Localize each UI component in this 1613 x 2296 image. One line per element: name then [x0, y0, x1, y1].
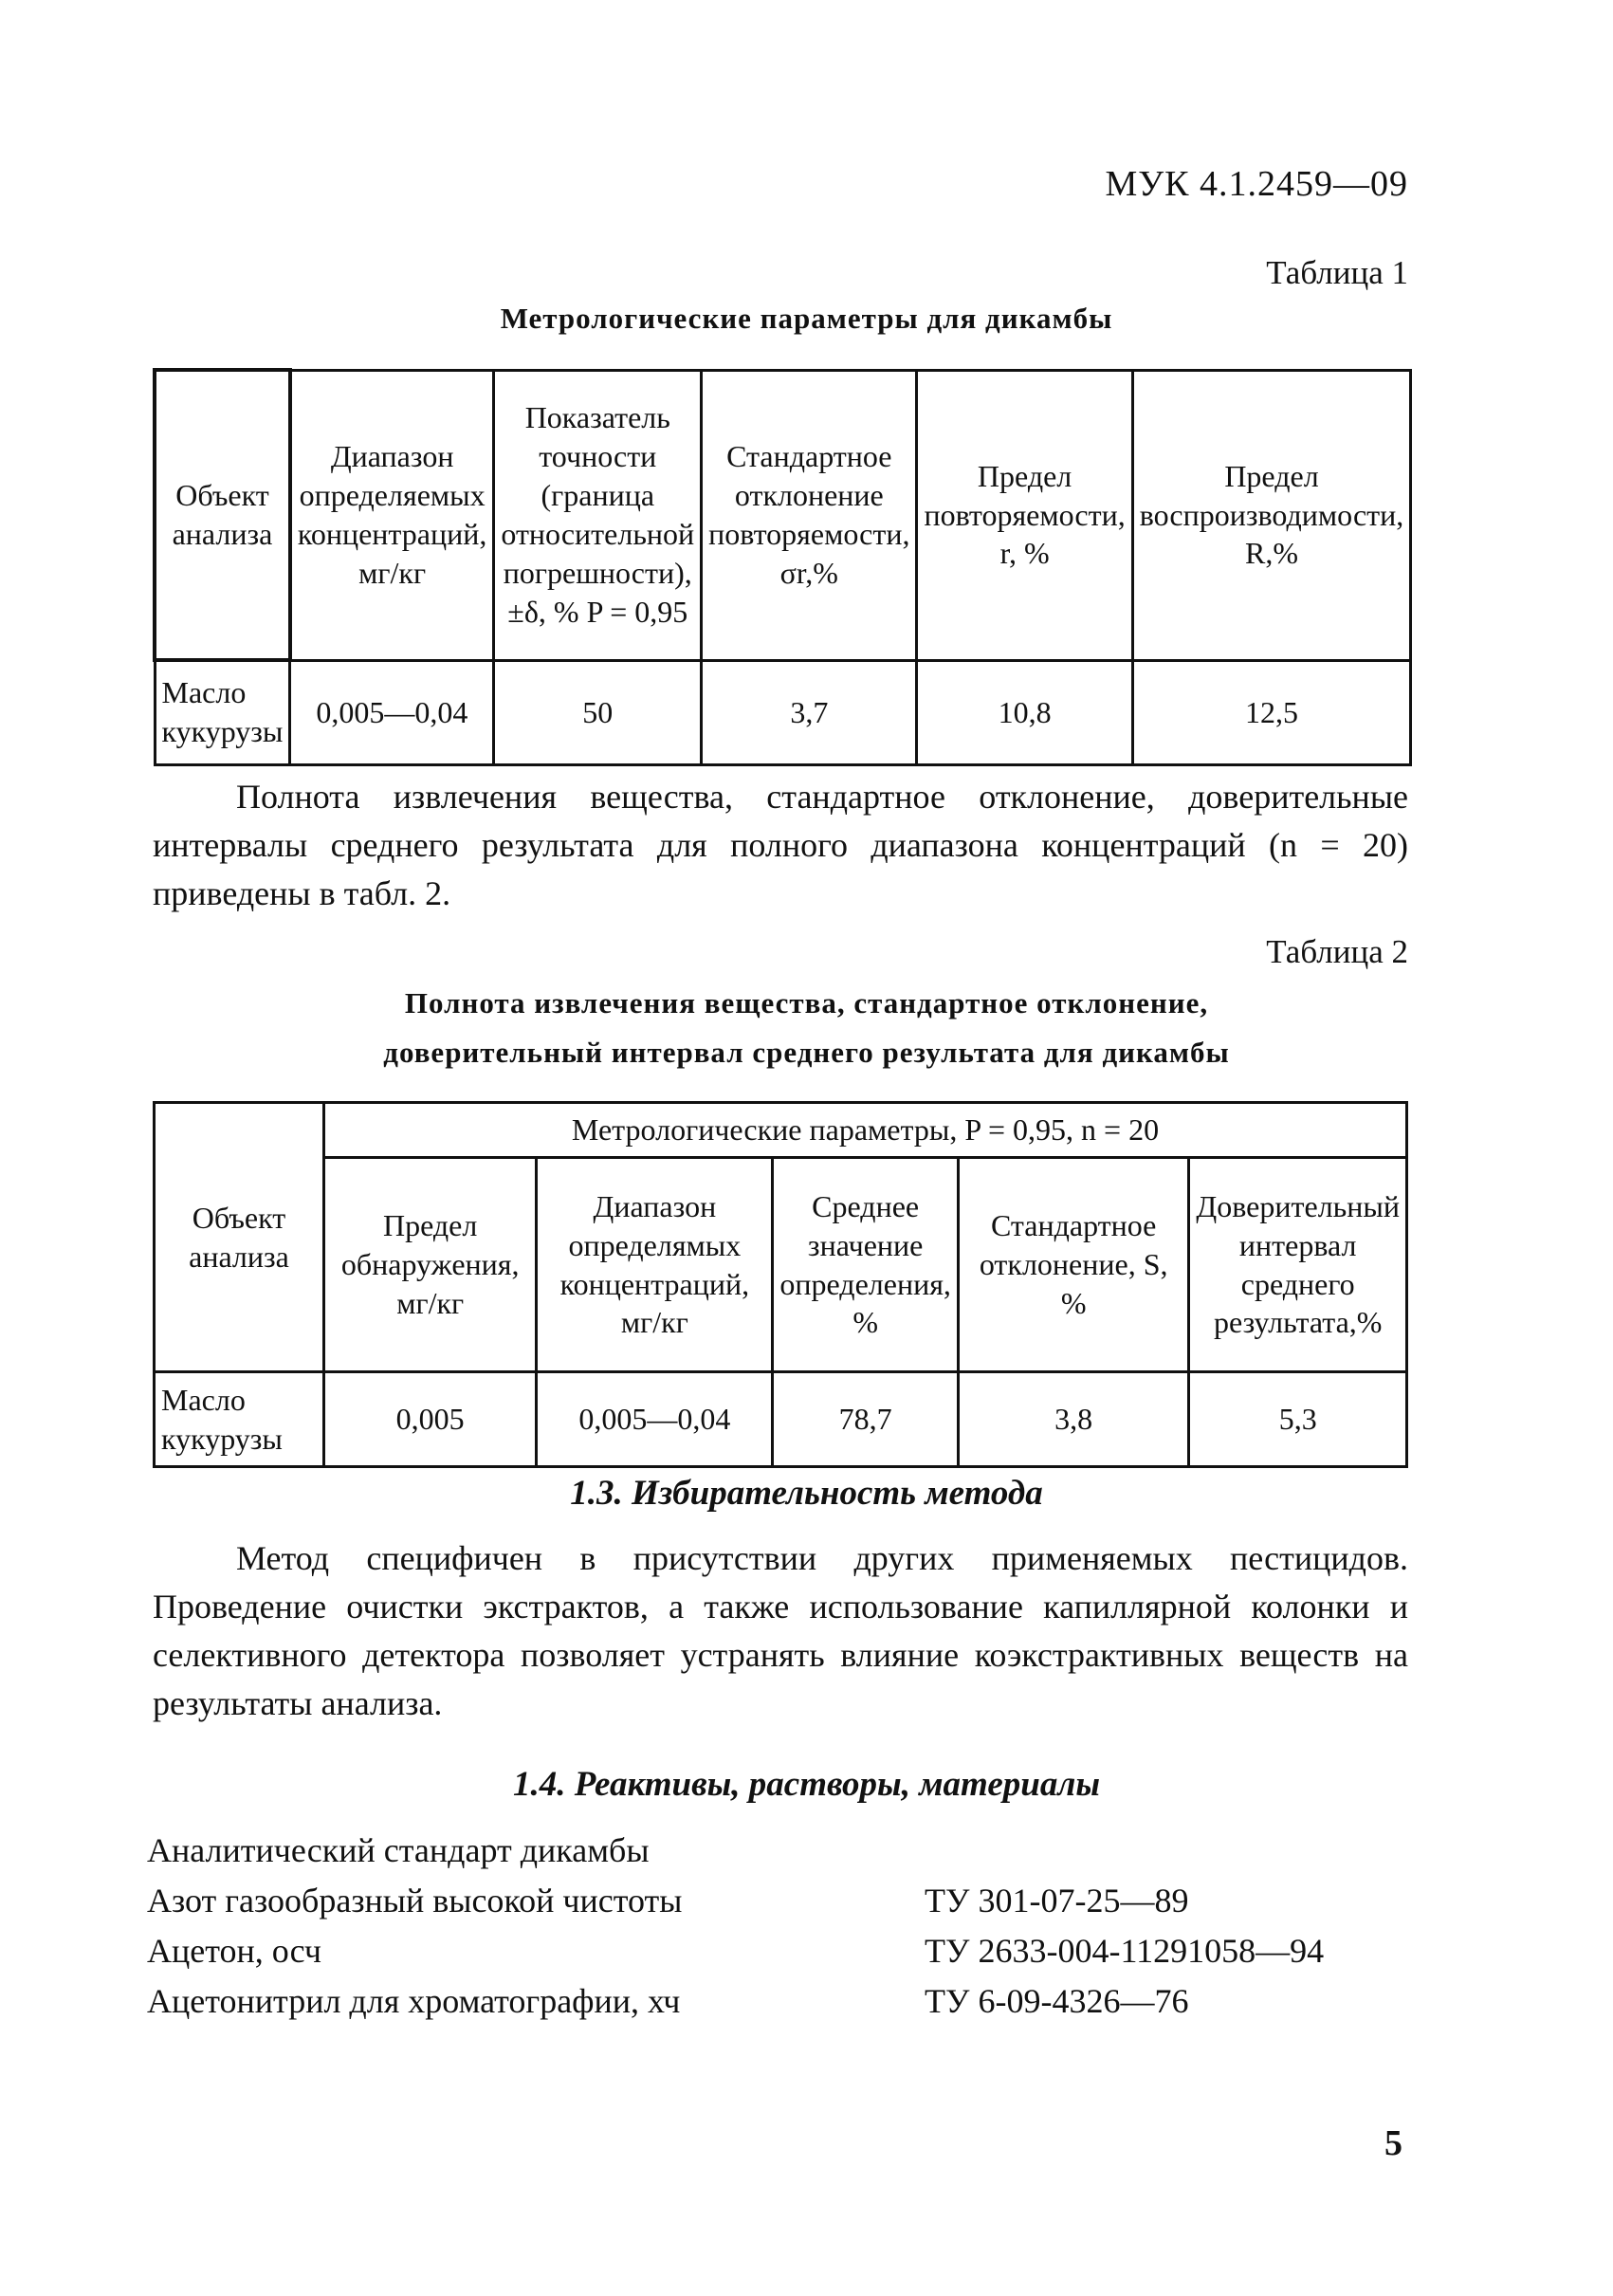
- table-1-title: Метрологические параметры для дикамбы: [500, 302, 1113, 335]
- reagents-list: [147, 1826, 1413, 2027]
- t2-header-object: Объект анализа: [155, 1103, 324, 1372]
- section-1-3-text: Метод специфичен в присутствии других применяемых пестицидов. Проведение очистки экстрактов, а также использование капиллярной колонки и селективного детектора позволяет устранять влияние коэкстрактивных веществ на результаты анализа.: [153, 1539, 1408, 1722]
- t2-header-mean: Среднее значение определения, %: [773, 1158, 959, 1372]
- list-item: [147, 1976, 1413, 2027]
- page-number: 5: [1384, 2123, 1402, 2163]
- t1-header-repeatability: Предел повторяемости, r, %: [917, 370, 1132, 660]
- t1-header-range: Диапазон определяемых концентраций, мг/кг: [290, 370, 494, 660]
- t2-cell-object: Масло кукурузы: [155, 1372, 324, 1467]
- t2-cell-range: 0,005—0,04: [537, 1372, 773, 1467]
- reagent-spec: ТУ 301-07-25—89: [925, 1882, 1189, 1919]
- t1-cell-range: 0,005—0,04: [290, 660, 494, 764]
- t1-header-std-dev: Стандартное отклонение повторяемости, σr,%: [702, 370, 917, 660]
- t2-cell-mean: 78,7: [773, 1372, 959, 1467]
- table-2-title-line2: доверительный интервал среднего результата для дикамбы: [383, 1036, 1230, 1069]
- t2-header-detection-limit: Предел обнаружения, мг/кг: [323, 1158, 536, 1372]
- t2-header-std-dev: Стандартное отклонение, S, %: [958, 1158, 1189, 1372]
- table-row: [155, 660, 1411, 764]
- t2-header-range: Диапазон определямых концентраций, мг/кг: [537, 1158, 773, 1372]
- t2-header-confidence: Доверительный интервал среднего результата,%: [1189, 1158, 1407, 1372]
- reagent-name: Ацетон, осч: [147, 1932, 322, 1970]
- table-row: [155, 1372, 1407, 1467]
- reagent-spec: ТУ 2633-004-11291058—94: [925, 1932, 1325, 1970]
- table-2-title-line1: Полнота извлечения вещества, стандартное отклонение,: [404, 986, 1209, 1019]
- section-1-3-body: [153, 1534, 1408, 1728]
- document-code: МУК 4.1.2459—09: [1105, 164, 1408, 204]
- t1-cell-std-dev: 3,7: [702, 660, 917, 764]
- t2-cell-std-dev: 3,8: [958, 1372, 1189, 1467]
- reagent-spec: [925, 1826, 1413, 1876]
- paragraph-completeness: [153, 773, 1408, 918]
- t2-cell-confidence: 5,3: [1189, 1372, 1407, 1467]
- reagent-name: Азот газообразный высокой чистоты: [147, 1882, 683, 1919]
- t1-header-reproducibility: Предел воспроизводимости, R,%: [1132, 370, 1411, 660]
- table-2-number: Таблица 2: [1266, 933, 1408, 970]
- table-2: [153, 1101, 1408, 1468]
- list-item: [147, 1876, 1413, 1926]
- t1-cell-object: Масло кукурузы: [155, 660, 290, 764]
- list-item: [147, 1926, 1413, 1976]
- table-1: [153, 368, 1412, 766]
- reagent-spec: ТУ 6-09-4326—76: [925, 1982, 1189, 2020]
- t1-header-object: Объект анализа: [155, 370, 290, 660]
- table-1-number: Таблица 1: [1266, 254, 1408, 291]
- paragraph-completeness-text: Полнота извлечения вещества, стандартное отклонение, доверительные интервалы среднего результата для полного диапазона концентраций (n = 20) приведены в табл. 2.: [153, 778, 1408, 912]
- list-item: [147, 1826, 1413, 1876]
- t1-cell-reproducibility: 12,5: [1132, 660, 1411, 764]
- section-1-3-title: 1.3. Избирательность метода: [570, 1474, 1043, 1513]
- t2-cell-detection-limit: 0,005: [323, 1372, 536, 1467]
- reagent-name: Аналитический стандарт дикамбы: [147, 1831, 650, 1869]
- t1-header-accuracy: Показатель точности (граница относительной погрешности), ±δ, % P = 0,95: [494, 370, 702, 660]
- t1-cell-accuracy: 50: [494, 660, 702, 764]
- section-1-4-title: 1.4. Реактивы, растворы, материалы: [513, 1765, 1100, 1804]
- t2-header-group: Метрологические параметры, P = 0,95, n = 20: [323, 1103, 1406, 1158]
- reagent-name: Ацетонитрил для хроматографии, хч: [147, 1982, 681, 2020]
- t1-cell-repeatability: 10,8: [917, 660, 1132, 764]
